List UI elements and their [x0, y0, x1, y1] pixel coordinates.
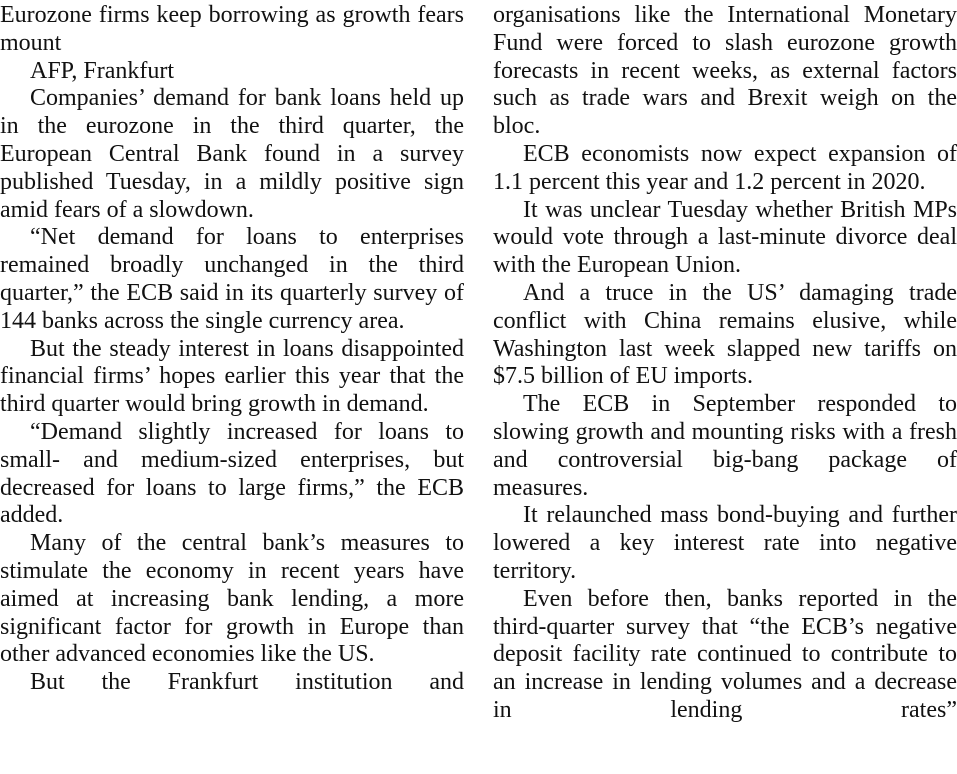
article-column-left: [0, 2, 464, 697]
article-paragraph: “Net demand for loans to enterprises remained broadly unchanged in the third quarter,” the ECB said in its quarterly survey of 144 banks across the single currency area.: [0, 224, 464, 334]
article-paragraph: It was unclear Tuesday whether British MPs would vote through a last-minute divorce deal with the European Union.: [493, 196, 957, 279]
article-paragraph: organisations like the International Monetary Fund were forced to slash eurozone growth forecasts in recent weeks, as external factors such as trade wars and Brexit weigh on the bloc.: [493, 2, 957, 140]
article-paragraph: “Demand slightly increased for loans to small- and medium-sized enterprises, but decreased for loans to large firms,” the ECB added.: [0, 418, 464, 529]
article-paragraph: ECB economists now expect expansion of 1.1 percent this year and 1.2 percent in 2020.: [493, 140, 957, 195]
article-paragraph: It relaunched mass bond-buying and further lowered a key interest rate into negative territory.: [493, 502, 957, 584]
article-paragraph: The ECB in September responded to slowing growth and mounting risks with a fresh and controversial big-bang package of measures.: [493, 391, 957, 501]
article-paragraph: But the Frankfurt institution and: [30, 669, 464, 696]
article-paragraph: Many of the central bank’s measures to stimulate the economy in recent years have aimed at increasing bank lending, a more significant factor for growth in Europe than other advanced economies like the US.: [0, 530, 464, 668]
article-paragraph: Companies’ demand for bank loans held up in the eurozone in the third quarter, the European Central Bank found in a survey published Tuesday, in a mildly positive sign amid fears of a slowdown.: [0, 85, 464, 223]
article-dateline: AFP, Frankfurt: [30, 57, 175, 84]
article-column-right: [493, 2, 957, 725]
article-paragraph: And a truce in the US’ damaging trade conflict with China remains elusive, while Washington last week slapped new tariffs on $7.5 billion of EU imports.: [493, 279, 957, 390]
article-paragraph: But the steady interest in loans disappointed financial firms’ hopes earlier this year that the third quarter would bring growth in demand.: [0, 335, 464, 418]
article-paragraph: Even before then, banks reported in the third-quarter survey that “the ECB’s negative deposit facility rate continued to contribute to an increase in lending volumes and a decrease in lending rates”: [493, 585, 957, 723]
article-headline: Eurozone firms keep borrowing as growth fears mount: [0, 2, 464, 56]
